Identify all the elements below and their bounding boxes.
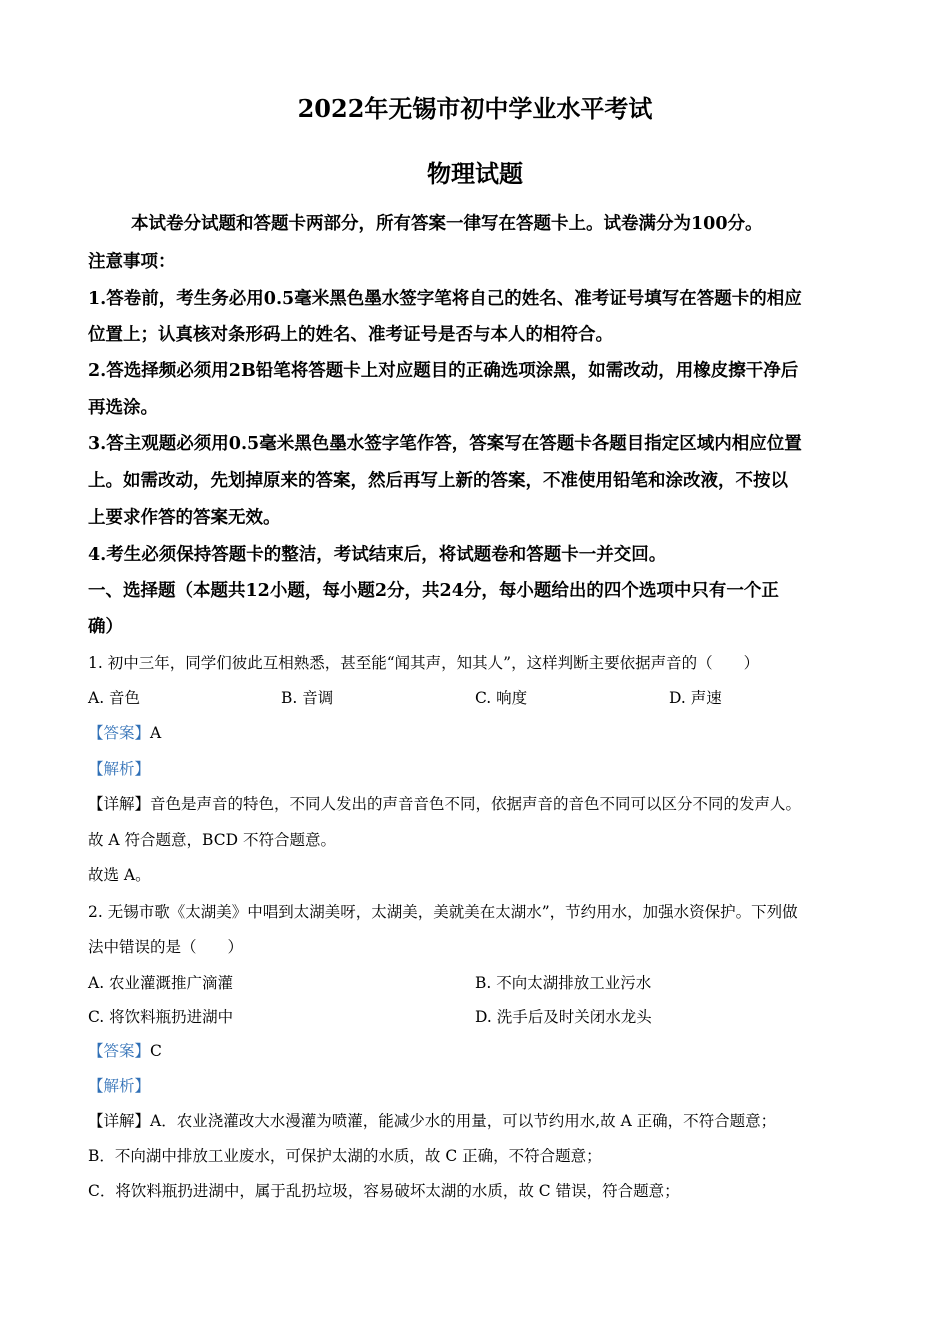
detail-text: A．农业浇灌改大水漫灌为喷灌，能减少水的用量，可以节约用水,故 A 正确，不符合题意；	[150, 1112, 777, 1130]
note-line: 2.答选择频必须用2B铅笔将答题卡上对应题目的正确选项涂黑，如需改动，用橡皮擦干净后	[88, 361, 799, 381]
detail-tag: 【详解】	[88, 795, 151, 813]
analysis-tag: 【解析】	[88, 1077, 151, 1095]
question-2-stem: 2. 无锡市歌《太湖美》中唱到太湖美呀，太湖美，美就美在太湖水”，节约用水，加强水资保护。下列做	[88, 903, 798, 921]
q1-option-c: C. 响度	[475, 689, 528, 707]
note-line: 3.答主观题必须用0.5毫米黑色墨水签字笔作答，答案写在答题卡各题目指定区域内相应位置	[88, 434, 802, 454]
q1-option-b: B. 音调	[281, 689, 334, 707]
note-line: 上要求作答的答案无效。	[88, 508, 281, 528]
q1-option-d: D. 声速	[669, 689, 722, 707]
section-heading-cont: 确）	[88, 617, 123, 637]
notes-heading: 注意事项：	[88, 252, 176, 272]
note-line: 4.考生必须保持答题卡的整洁，考试结束后，将试题卷和答题卡一并交回。	[88, 545, 667, 565]
answer-value: A	[150, 724, 162, 742]
q2-option-a: A. 农业灌溉推广滴灌	[88, 974, 234, 992]
detail-text: 音色是声音的特色，不同人发出的声音音色不同，依据声音的音色不同可以区分不同的发声人。	[150, 795, 802, 813]
section-heading: 一、选择题（本题共12小题，每小题2分，共24分，每小题给出的四个选项中只有一个正	[88, 581, 779, 601]
question-1-stem: 1. 初中三年，同学们彼此互相熟悉，甚至能“闻其声，知其人”，这样判断主要依据声音的（ ）	[88, 654, 760, 672]
note-line: 上。如需改动，先划掉原来的答案，然后再写上新的答案，不准使用铅笔和涂改液，不按以	[88, 471, 788, 491]
q2-answer-row	[88, 1039, 162, 1061]
answer-value: C	[150, 1042, 162, 1060]
question-2-stem-cont: 法中错误的是（ ）	[88, 938, 244, 956]
analysis-tag: 【解析】	[88, 760, 151, 778]
answer-tag: 【答案】	[88, 1042, 151, 1060]
note-line: 位置上；认真核对条形码上的姓名、准考证号是否与本人的相符合。	[88, 325, 613, 345]
q1-conclusion: 故选 A。	[88, 866, 151, 884]
q1-detail-line: 故 A 符合题意，BCD 不符合题意。	[88, 831, 336, 849]
q1-answer-row	[88, 721, 161, 743]
q2-detail-row	[88, 1109, 776, 1131]
detail-tag: 【详解】	[88, 1112, 151, 1130]
note-line: 1.答卷前，考生务必用0.5毫米黑色墨水签字笔将自己的姓名、准考证号填写在答题卡的相应	[88, 289, 802, 309]
q1-detail-row	[88, 792, 801, 814]
q2-option-d: D. 洗手后及时关闭水龙头	[475, 1008, 652, 1026]
q2-option-b: B. 不向太湖排放工业污水	[475, 974, 652, 992]
intro-text: 本试卷分试题和答题卡两部分，所有答案一律写在答题卡上。试卷满分为100分。	[131, 214, 763, 234]
page-title: 2022年无锡市初中学业水平考试	[297, 94, 653, 123]
q2-option-c: C. 将饮料瓶扔进湖中	[88, 1008, 234, 1026]
answer-tag: 【答案】	[88, 724, 151, 742]
q1-option-a: A. 音色	[88, 689, 141, 707]
q2-detail-line: B．不向湖中排放工业废水，可保护太湖的水质，故 C 正确，不符合题意；	[88, 1147, 602, 1165]
note-line: 再选涂。	[88, 398, 158, 418]
page-subtitle: 物理试题	[427, 159, 523, 188]
q2-detail-line: C．将饮料瓶扔进湖中，属于乱扔垃圾，容易破坏太湖的水质，故 C 错误，符合题意；	[88, 1182, 680, 1200]
